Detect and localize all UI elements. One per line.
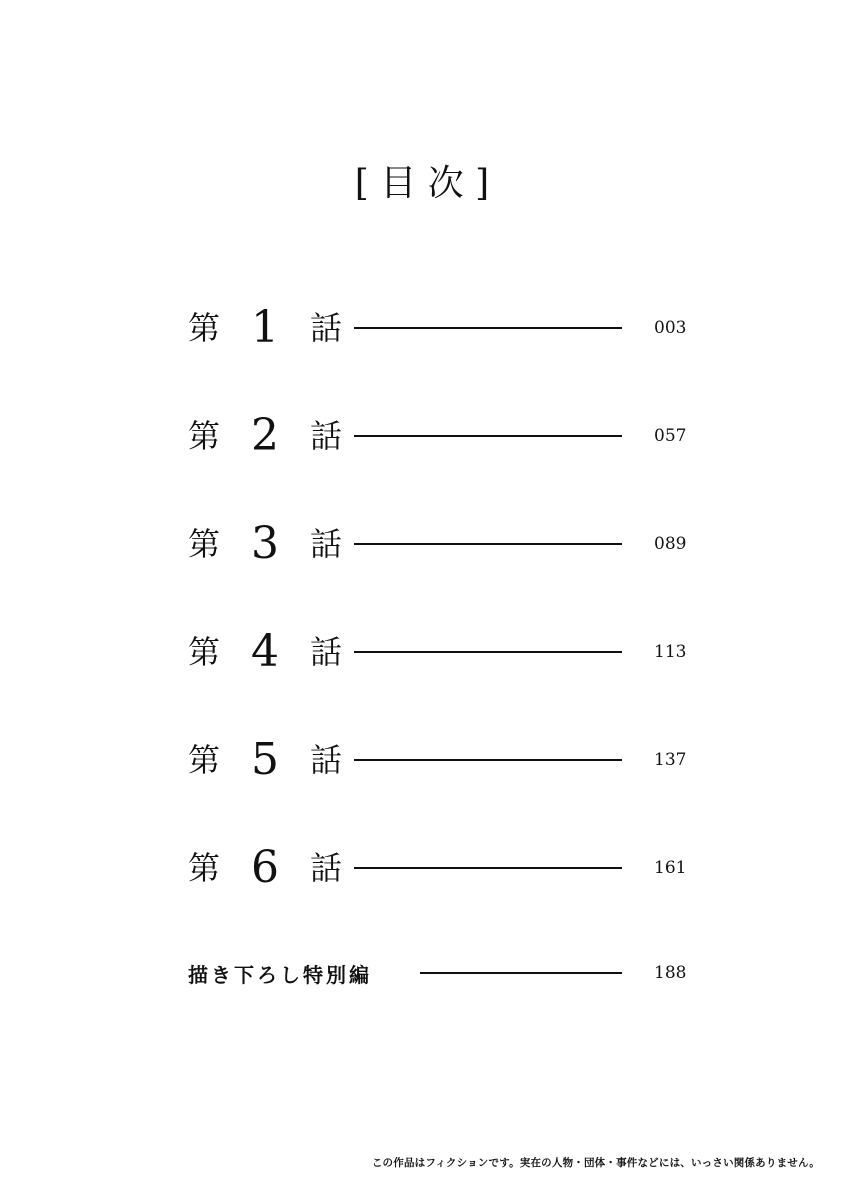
chapter-number: 4 (251, 626, 280, 677)
toc-entry-chapter-3[interactable] (0, 514, 844, 574)
chapter-label (188, 298, 342, 358)
page-number: 137 (654, 750, 687, 770)
chapter-number: 6 (251, 842, 280, 893)
chapter-number: 2 (251, 410, 280, 461)
chapter-label (188, 838, 342, 898)
chapter-prefix: 第 (188, 309, 221, 347)
chapter-number: 1 (251, 302, 280, 353)
leader-line (354, 651, 622, 653)
leader-line (354, 543, 622, 545)
page-number: 113 (654, 642, 687, 662)
chapter-label (188, 514, 342, 574)
chapter-prefix: 第 (188, 741, 221, 779)
chapter-suffix: 話 (310, 525, 343, 563)
toc-entry-chapter-1[interactable] (0, 298, 844, 358)
page-number: 057 (654, 426, 687, 446)
fiction-disclaimer: この作品はフィクションです。実在の人物・団体・事件などには、いっさい関係ありません。 (371, 1157, 820, 1169)
page-number: 089 (654, 534, 687, 554)
chapter-suffix: 話 (310, 741, 343, 779)
chapter-label (188, 406, 342, 466)
leader-line (354, 759, 622, 761)
chapter-number: 3 (251, 518, 280, 569)
chapter-label (188, 730, 342, 790)
special-label: 描き下ろし特別編 (188, 962, 372, 987)
page-number: 161 (654, 858, 687, 878)
leader-line (354, 327, 622, 329)
leader-line (354, 867, 622, 869)
toc-entry-chapter-6[interactable] (0, 838, 844, 898)
toc-entry-chapter-2[interactable] (0, 406, 844, 466)
leader-line (354, 435, 622, 437)
chapter-suffix: 話 (310, 633, 343, 671)
chapter-prefix: 第 (188, 633, 221, 671)
chapter-prefix: 第 (188, 525, 221, 563)
page-number: 003 (654, 318, 687, 338)
chapter-prefix: 第 (188, 417, 221, 455)
chapter-prefix: 第 (188, 849, 221, 887)
chapter-suffix: 話 (310, 417, 343, 455)
toc-entry-special[interactable] (0, 943, 844, 1003)
chapter-suffix: 話 (310, 849, 343, 887)
toc-entry-chapter-4[interactable] (0, 622, 844, 682)
toc-entry-chapter-5[interactable] (0, 730, 844, 790)
leader-line (420, 972, 622, 974)
chapter-suffix: 話 (310, 309, 343, 347)
page-number: 188 (654, 963, 687, 983)
toc-title: [ 目 次 ] (354, 163, 490, 204)
chapter-number: 5 (251, 734, 280, 785)
chapter-label (188, 622, 342, 682)
